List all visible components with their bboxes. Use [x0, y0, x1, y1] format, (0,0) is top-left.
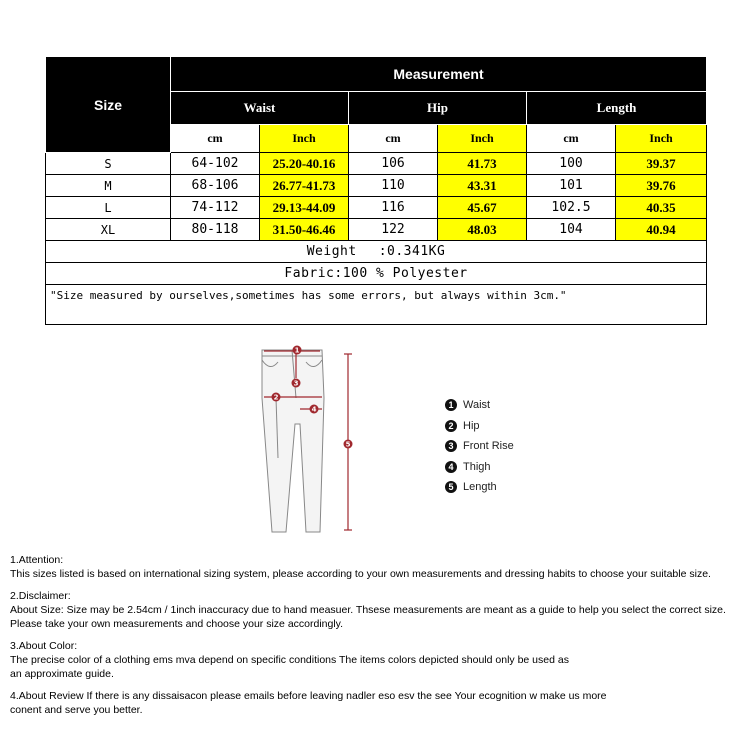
- size-cell: M: [46, 175, 171, 197]
- legend-label: Front Rise: [463, 440, 514, 453]
- fabric-row: [46, 263, 707, 285]
- number-badge-icon: 1: [445, 399, 457, 411]
- note-line: This sizes listed is based on international sizing system, please according to your own measurements and dressing habits to choose your suitable size.: [10, 568, 711, 580]
- note-line: 1.Attention:: [10, 554, 64, 566]
- waist-cm-cell: 74-112: [171, 197, 260, 219]
- measurement-header: Measurement: [171, 57, 707, 92]
- svg-text:2: 2: [273, 393, 279, 402]
- marker-3-icon: [292, 379, 301, 388]
- svg-text:4: 4: [311, 405, 317, 414]
- marker-1-icon: [293, 346, 302, 355]
- hip-cm-cell: 110: [349, 175, 438, 197]
- svg-text:1: 1: [294, 346, 300, 355]
- note-line: 3.About Color:: [10, 640, 78, 652]
- hip-inch-cell: 48.03: [438, 219, 527, 241]
- weight-row: [46, 241, 707, 263]
- size-chart-table: [45, 56, 707, 325]
- note-line: conent and serve you better.: [10, 704, 143, 716]
- notes-section: [10, 553, 750, 725]
- marker-2-icon: [272, 393, 281, 402]
- note-line: 2.Disclaimer:: [10, 590, 71, 602]
- waist-inch-cell: 29.13-44.09: [260, 197, 349, 219]
- size-header: Size: [46, 57, 171, 153]
- hip-inch-cell: 41.73: [438, 153, 527, 175]
- length-inch-cell: 40.35: [616, 197, 707, 219]
- svg-text:5: 5: [345, 440, 351, 449]
- number-badge-icon: 3: [445, 440, 457, 452]
- pants-outline: [262, 350, 324, 532]
- table-row: [46, 197, 707, 219]
- table-row: [46, 219, 707, 241]
- note-line: About Size: Size may be 2.54cm / 1inch inaccuracy due to hand measuer. Thsese measurements are meant as a guide to help you select the correct size.: [10, 604, 726, 616]
- waist-cm-cell: 68-106: [171, 175, 260, 197]
- disclaimer-note: [10, 589, 750, 631]
- hip-inch-cell: 43.31: [438, 175, 527, 197]
- waist-header: Waist: [171, 92, 349, 125]
- legend-item: [445, 457, 514, 478]
- note-row: [46, 285, 707, 325]
- size-cell: L: [46, 197, 171, 219]
- size-cell: S: [46, 153, 171, 175]
- hip-cm-cell: 106: [349, 153, 438, 175]
- note-line: Please take your own measurements and choose your size accordingly.: [10, 618, 344, 630]
- table-row: [46, 153, 707, 175]
- unit-header: cm: [527, 125, 616, 153]
- size-cell: XL: [46, 219, 171, 241]
- color-note: [10, 639, 750, 681]
- unit-header: Inch: [438, 125, 527, 153]
- length-header: Length: [527, 92, 707, 125]
- note-line: 4.About Review If there is any dissaisacon please emails before leaving nadler eso esv the see Your ecognition w make us more: [10, 690, 607, 702]
- waist-cm-cell: 80-118: [171, 219, 260, 241]
- waist-inch-cell: 25.20-40.16: [260, 153, 349, 175]
- legend-label: Thigh: [463, 460, 491, 473]
- legend-item: [445, 436, 514, 457]
- length-inch-cell: 40.94: [616, 219, 707, 241]
- unit-header: cm: [171, 125, 260, 153]
- length-cm-cell: 102.5: [527, 197, 616, 219]
- measurement-note: "Size measured by ourselves,sometimes has some errors, but always within 3cm.": [46, 285, 707, 325]
- number-badge-icon: 2: [445, 420, 457, 432]
- note-line: The precise color of a clothing ems mva depend on specific conditions The items colors depicted should only be used as: [10, 654, 569, 666]
- length-cm-cell: 104: [527, 219, 616, 241]
- legend-label: Hip: [463, 419, 480, 432]
- length-cm-cell: 100: [527, 153, 616, 175]
- weight-cell: [46, 241, 707, 263]
- length-inch-cell: 39.76: [616, 175, 707, 197]
- hip-cm-cell: 122: [349, 219, 438, 241]
- waist-inch-cell: 31.50-46.46: [260, 219, 349, 241]
- length-inch-cell: 39.37: [616, 153, 707, 175]
- measurement-legend: [445, 395, 514, 498]
- marker-5-icon: [344, 440, 353, 449]
- legend-item: [445, 416, 514, 437]
- hip-cm-cell: 116: [349, 197, 438, 219]
- waist-cm-cell: 64-102: [171, 153, 260, 175]
- review-note: [10, 689, 750, 717]
- hip-header: Hip: [349, 92, 527, 125]
- marker-4-icon: [310, 405, 319, 414]
- number-badge-icon: 5: [445, 481, 457, 493]
- legend-label: Waist: [463, 399, 491, 412]
- pants-diagram: [240, 338, 370, 538]
- unit-header: Inch: [616, 125, 707, 153]
- weight-label: Weight: [306, 244, 357, 259]
- length-cm-cell: 101: [527, 175, 616, 197]
- waist-inch-cell: 26.77-41.73: [260, 175, 349, 197]
- legend-item: [445, 395, 514, 416]
- weight-value: :0.341KG: [378, 244, 446, 259]
- table-row: [46, 175, 707, 197]
- hip-inch-cell: 45.67: [438, 197, 527, 219]
- unit-header: cm: [349, 125, 438, 153]
- legend-item: [445, 477, 514, 498]
- number-badge-icon: 4: [445, 461, 457, 473]
- attention-note: [10, 553, 750, 581]
- fabric-cell: Fabric:100 % Polyester: [46, 263, 707, 285]
- note-line: an approximate guide.: [10, 668, 114, 680]
- legend-label: Length: [463, 481, 497, 494]
- unit-header: Inch: [260, 125, 349, 153]
- svg-text:3: 3: [293, 379, 299, 388]
